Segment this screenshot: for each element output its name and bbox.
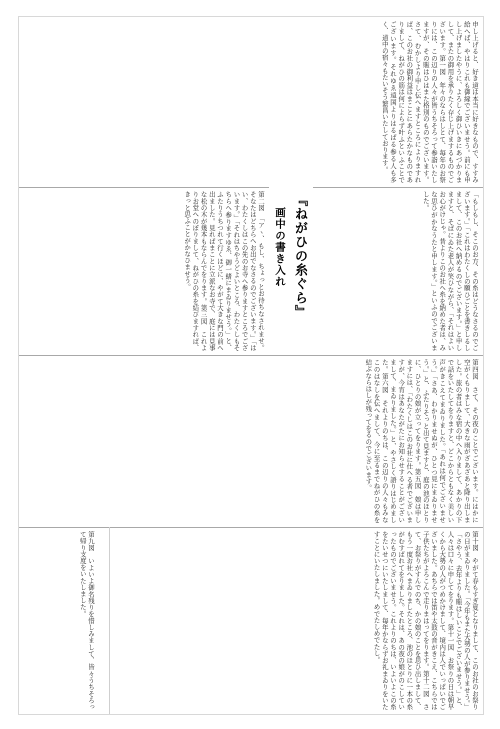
text-band-top <box>19 17 483 187</box>
body-text-band-3: 第四図 さて、その夜のことでございます。にはかに空がくもりまして、大きな雨がざあざあと降り出しました。旅の者はみな宿の中へ入りまして、あかりの下で話をいたしてをりますと、どこからともなく美しい声がきこえてまゐりました。「あれは何でございませう。」「さあ、わかりませぬが、ひとつ見にまゐりませう。」と、ふたりそっと出て見ますと、庭の池のほとりに、ひとりの娘が立ってをります。第五図 娘は申しますには、「わたくしはこのお社に仕へる者でございますが、今宵はあなたがたにお知らせすることがございまして、まゐりました。」と、やさしく語りはじめました。第六図 それよりのちは、この辺りの人々もみなこのはなしを伝へまして、今に至るまでねがひの糸を結ぶならはしが残ってをるのでございます。 <box>364 359 479 523</box>
article-headline <box>269 187 313 355</box>
body-text-band-1: 申し上げると、好き道は本当に好きなもので、すすみ給へば、やはりこれも御縁でございませう。前にも申し上げましたやうに、よろしく御ひいきにあづかりまして、またの御用を承りたく存じ上げまするものでございます。第一図 年々のならはしとて、毎年のお祭りには、この辺りの人々が皆うちそろって参詣いたしますが、その賑はひはまた格別のものでございます。さて、むかしより申し伝へますところによりますれば、このお社の御利益はまことにあらたかなものでありまして、ねがひの筋は何によらず叶ふといふことでございます。それゆゑ遠国よりはるばる参る人も多く、道中の宿々もたいそう繁昌いたしております。 <box>380 21 479 183</box>
text-band-third <box>19 355 483 527</box>
headline-subtitle: 画中の書き入れ <box>274 207 286 288</box>
body-text-band-4-left: 第九図 いよいよ御名残りを惜しみまして、皆々うちそろって帰り支度をいたしました。 <box>78 531 95 710</box>
bottom-gap-divider <box>109 527 110 714</box>
document-page <box>18 16 484 715</box>
text-band-bottom <box>19 527 483 714</box>
body-text-band-2-left: 第二図 「アヽ、もし、ちょっとお待ちなされませ。そなたはどちらへお出でなさるのでございます。」「はい、わたくしはこの先のお寺へ参りますところでございます。」「それはちやうどよいところ、わたくしもそちらへ参りますゆゑ、御一緒にまゐりませう。」と、ふたりうちつれて行くほどに、やがて大きな門の前へ出ました。見ればまことに立派なお寺で、庭には見事な松の木が幾本もならんでをります。第三図 これよりお堂へのぼりまして、ねがひの糸を結びますれば、きっと思ふことがかなひませう。 <box>183 191 265 351</box>
text-band-second <box>19 187 483 355</box>
body-text-band-4-right: 第十図 やがて春もすぎ夏となりまして、このお社のお祭りの日がまゐりました。「今年もまた大勢の人が参りませう。」「さやう、去年よりも賑はしいことでございませう。」と、人々は口々に申してをります。第十一図 お祭りの日は朝早くから大勢の人がつめかけまして、境内は人でいっぱいでございました。あちらでは笛や太鼓の音がきこえ、こちらでは子供たちがよろこんで走りまはってをります。第十二図 さて、お祭りがすんでのち、かの娘のことを思ひ出しまして、もう一度お社へまゐりましたところ、池のほとりに一本の糸がむすばれてをりました。それは、あの夜の娘がのこしていったものでございませう。これよりのちは、いよいよこの糸をたいせつにいたしまして、毎年かならずお礼まゐりをいたすことにいたしました。めでたしめでたし。 <box>372 531 479 710</box>
body-text-band-2-right: 「もしもし、そこのお方、その糸はどうなさるのでございます。」「これはわたくしの願ひごとを書きしるしまして、このお社へ納めるのでございます。」と申しますと、そばにゐた老人が笑ひながら、「それはよいお心がけじゃ。昔よりこのお社へ糸を納めた者は、みな思ひがかなうたと申します。」といふのでございました。 <box>421 191 479 351</box>
headline-title: 『ねがひの糸ぐら』 <box>292 193 307 319</box>
